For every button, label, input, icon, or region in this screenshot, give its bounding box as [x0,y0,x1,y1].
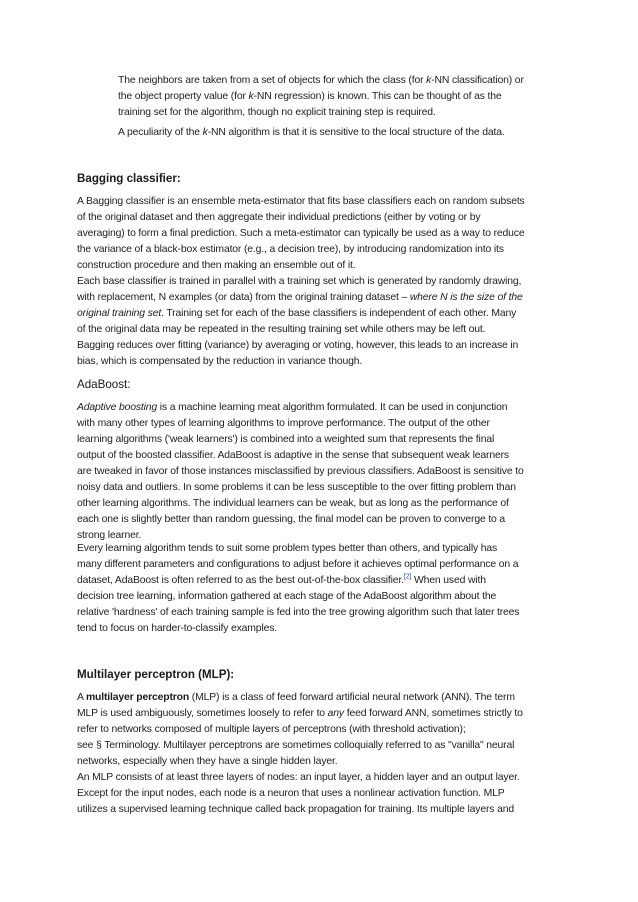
text-line: output of the boosted classifier. AdaBoost is adaptive in the sense that subsequent weak learners [77,450,509,461]
text-line: Each base classifier is trained in parallel with a training set which is generated by randomly drawing, [77,276,522,287]
text-line: many different parameters and configurations to adjust before it achieves optimal performance on a [77,559,519,570]
text-line: are tweaked in favor of those instances misclassified by previous classifiers. AdaBoost is sensitive to [77,466,524,477]
text-line: Every learning algorithm tends to suit some problem types better than others, and typically has [77,543,498,554]
text-line: networks, especially when they have a single hidden layer. [77,756,338,767]
bagging-heading: Bagging classifier: [77,172,181,185]
citation-link[interactable]: [2] [403,573,412,581]
text-line: relative 'hardness' of each training sample is fed into the tree growing algorithm such that later trees [77,607,520,618]
text-line: An MLP consists of at least three layers of nodes: an input layer, a hidden layer and an output layer. [77,772,520,783]
mlp-paragraph-1 [77,690,563,770]
text-line: utilizes a supervised learning technique called back propagation for training. Its multiple layers and [77,804,514,815]
text-line: A multilayer perceptron (MLP) is a class of feed forward artificial neural network (ANN). The term [77,692,515,703]
text-line: each one is slightly better than random guessing, the final model can be proven to converge to a [77,514,506,525]
text-line: Except for the input nodes, each node is a neuron that uses a nonlinear activation function. MLP [77,788,505,799]
text-line: averaging) to form a final prediction. Such a meta-estimator can typically be used as a way to reduce [77,228,525,239]
text-line: A Bagging classifier is an ensemble meta-estimator that fits base classifiers each on random subsets [77,196,525,207]
text-line: dataset, AdaBoost is often referred to as the best out-of-the-box classifier.[2] When used with [77,573,486,586]
text-line: MLP is used ambiguously, sometimes loosely to refer to any feed forward ANN, sometimes strictly to [77,708,523,719]
text-line: Adaptive boosting is a machine learning meat algorithm formulated. It can be used in conjunction [77,402,508,413]
text-line: training set for the algorithm, though no explicit training step is required. [118,107,436,118]
text-line: refer to networks composed of multiple layers of perceptrons (with threshold activation); [77,724,466,735]
text-line: A peculiarity of the k-NN algorithm is that it is sensitive to the local structure of the data. [118,127,505,138]
bagging-paragraph [77,194,563,370]
text-line: with replacement, N examples (or data) from the original training dataset – where N is the size of the [77,292,523,303]
text-line: the object property value (for k-NN regression) is known. This can be thought of as the [118,91,502,102]
text-line: original training set. Training set for each of the base classifiers is independent of each other. Many [77,308,517,319]
text-line: see § Terminology. Multilayer perceptrons are sometimes colloquially referred to as "vanilla" neural [77,740,515,751]
adaboost-paragraph-1 [77,400,563,544]
text-line: the variance of a black-box estimator (e.g., a decision tree), by introducing randomization into its [77,244,504,255]
text-line: noisy data and outliers. In some problems it can be less susceptible to the over fitting problem than [77,482,516,493]
adaboost-heading: AdaBoost: [77,378,131,391]
intro-paragraph-2 [118,125,563,141]
text-line: The neighbors are taken from a set of objects for which the class (for k-NN classification) or [118,75,524,86]
mlp-heading: Multilayer perceptron (MLP): [77,668,235,681]
mlp-paragraph-2 [77,770,563,818]
text-line: strong learner. [77,530,142,541]
intro-paragraph-1 [118,73,563,121]
text-line: learning algorithms ('weak learners') is combined into a weighted sum that represents the final [77,434,495,445]
text-line: construction procedure and then making an ensemble out of it. [77,260,356,271]
text-line: other learning algorithms. The individual learners can be weak, but as long as the performance of [77,498,509,509]
text-line: tend to focus on harder-to-classify examples. [77,623,278,634]
text-line: of the original data may be repeated in the resulting training set while others may be left out. [77,324,486,335]
text-line: bias, which is compensated by the reduction in variance though. [77,356,363,367]
text-line: of the original dataset and then aggregate their individual predictions (either by voting or by [77,212,481,223]
text-line: decision tree learning, information gathered at each stage of the AdaBoost algorithm about the [77,591,497,602]
text-line: Bagging reduces over fitting (variance) by averaging or voting, however, this leads to an increase in [77,340,519,351]
adaboost-paragraph-2 [77,541,563,637]
text-line: with many other types of learning algorithms to improve performance. The output of the other [77,418,490,429]
